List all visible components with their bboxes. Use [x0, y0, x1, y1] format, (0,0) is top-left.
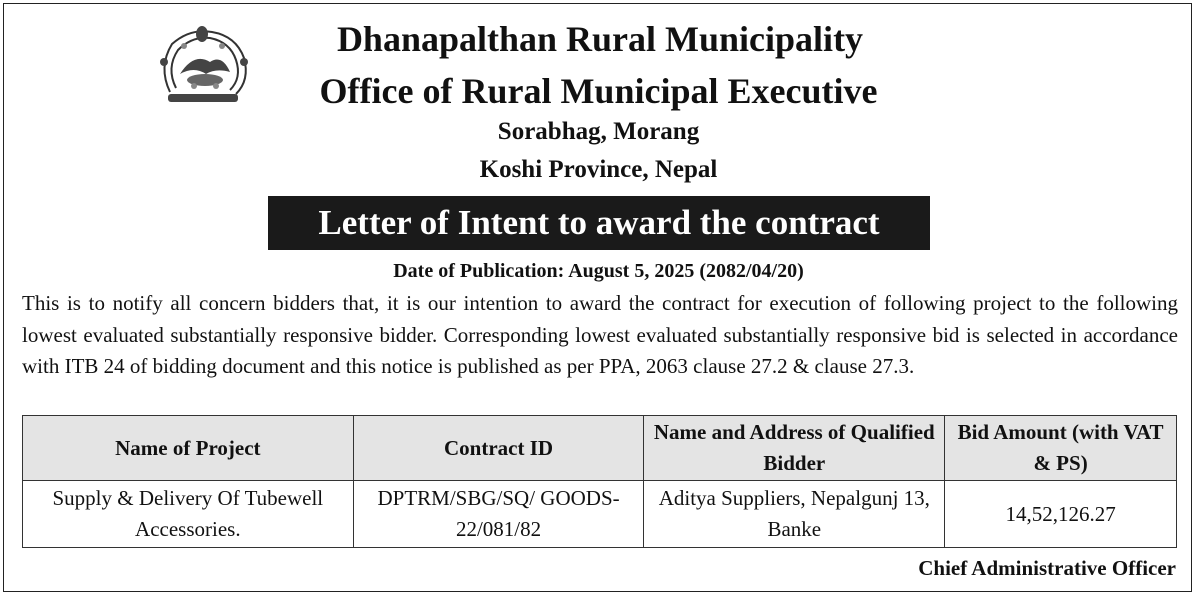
- notice-body: This is to notify all concern bidders that, it is our intention to award the contract for execution of following project to the following lowest evaluated substantially responsive bidder. Corresponding lowest evaluated substantially responsive bid is selected in accordance with ITB 24 of bidding document and this notice is published as per PPA, 2063 clause 27.2 & clause 27.3.: [22, 291, 1178, 378]
- address-line-1: Sorabhag, Morang: [497, 118, 700, 145]
- header-contract-id: Contract ID: [353, 416, 644, 481]
- header-project-name: Name of Project: [23, 416, 354, 481]
- office-name: Office of Rural Municipal Executive: [319, 71, 878, 111]
- header-bidder: Name and Address of Qualified Bidder: [644, 416, 945, 481]
- header-bid-amount: Bid Amount (with VAT & PS): [945, 416, 1177, 481]
- publication-date: Date of Publication: August 5, 2025 (2082/04/20): [393, 260, 804, 282]
- signature-title: Chief Administrative Officer: [918, 556, 1176, 580]
- address-line-2: Koshi Province, Nepal: [479, 156, 718, 183]
- cell-contract-id: DPTRM/SBG/SQ/ GOODS-22/081/82: [353, 481, 644, 548]
- cell-project-name: Supply & Delivery Of Tubewell Accessories.: [23, 481, 354, 548]
- municipality-name: Dhanapalthan Rural Municipality: [336, 19, 864, 59]
- award-table: [22, 415, 1177, 548]
- notice-title-banner: Letter of Intent to award the contract: [268, 196, 930, 250]
- table-row: [23, 481, 1177, 548]
- table-header-row: [23, 416, 1177, 481]
- cell-bidder: Aditya Suppliers, Nepalgunj 13, Banke: [644, 481, 945, 548]
- cell-bid-amount: 14,52,126.27: [945, 481, 1177, 548]
